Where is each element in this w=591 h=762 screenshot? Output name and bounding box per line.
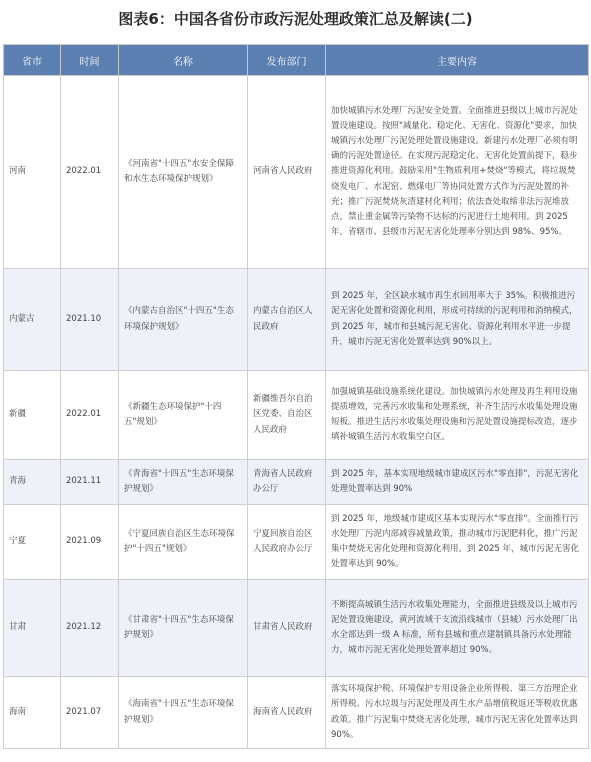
table-row bbox=[4, 460, 589, 505]
cell-content: 落实环境保护税、环境保护专用设备企业所得税、第三方治理企业所得税、污水垃圾与污泥处理及再生水产品增值税返还等税收优惠政策。推广污泥集中焚烧无害化处理，城市污泥无害化处置率达到 90%。 bbox=[326, 677, 589, 749]
table-header-row bbox=[4, 45, 589, 76]
column-header-content: 主要内容 bbox=[326, 45, 589, 76]
cell-policy-name: 《宁夏回族自治区生态环境保护"十四五"规划》 bbox=[119, 505, 248, 580]
cell-province: 内蒙古 bbox=[4, 269, 61, 371]
cell-dept: 宁夏回族自治区人民政府办公厅 bbox=[248, 505, 326, 580]
table-row bbox=[4, 580, 589, 677]
cell-time: 2022.01 bbox=[61, 76, 119, 269]
cell-content: 加快城镇污水处理厂污泥安全处置。全面推进县级以上城市污泥处置设施建设。按照"减量化、稳定化、无害化、资源化"要求，加快城镇污水处理厂污泥处理处置设施建设。新建污水处理厂必须有明确的污泥处置途径。在实现污泥稳定化、无害化处置前提下，稳步推进资源化利用。鼓励采用"生物质利用+焚烧"等模式，将垃圾焚烧发电厂、水泥窑、燃煤电厂等协同处置方式作为污泥处置的补充；推广污泥焚烧灰渣建材化利用；依法查处取缔非法污泥堆放点，禁止重金属等污染物不达标的污泥进行土地利用。到 2025 年，省辖市、县级市污泥无害化处理率分别达到 98%、95%。 bbox=[326, 76, 589, 269]
cell-dept: 甘肃省人民政府 bbox=[248, 580, 326, 677]
cell-time: 2021.12 bbox=[61, 580, 119, 677]
cell-policy-name: 《河南省"十四五"水安全保障和水生态环境保护规划》 bbox=[119, 76, 248, 269]
column-header-dept: 发布部门 bbox=[248, 45, 326, 76]
table-row bbox=[4, 269, 589, 371]
cell-policy-name: 《新疆生态环境保护"十四五"规划》 bbox=[119, 371, 248, 460]
cell-province: 河南 bbox=[4, 76, 61, 269]
cell-content: 不断提高城镇生活污水收集处理能力，全面推进县级及以上城市污泥处置设施建设，黄河流域干支流沿线城市（县城）污水处理厂出水全部达到一级 A 标准，所有县城和重点建制镇具备污水处理能力，城市污泥无害化处理处置率超过 90%。 bbox=[326, 580, 589, 677]
table-row bbox=[4, 76, 589, 269]
cell-province: 新疆 bbox=[4, 371, 61, 460]
policy-table bbox=[3, 44, 589, 749]
cell-time: 2021.09 bbox=[61, 505, 119, 580]
cell-time: 2022.01 bbox=[61, 371, 119, 460]
cell-policy-name: 《海南省"十四五"生态环境保护规划》 bbox=[119, 677, 248, 749]
table-row bbox=[4, 505, 589, 580]
cell-time: 2021.11 bbox=[61, 460, 119, 505]
cell-policy-name: 《青海省"十四五"生态环境保护规划》 bbox=[119, 460, 248, 505]
table-row bbox=[4, 371, 589, 460]
cell-content: 到 2025 年，基本实现地级城市建成区污水"零直排"，污泥无害化处理处置率达到 90% bbox=[326, 460, 589, 505]
page-title: 图表6：中国各省份市政污泥处理政策汇总及解读(二) bbox=[118, 10, 473, 28]
cell-content: 到 2025 年，地级城市建成区基本实现污水"零直排"。全面推行污水处理厂污泥内部减容减量政策，推动城市污泥肥料化，推广污泥集中焚烧无害化处理和资源化利用。到 2025 年，城市污泥无害化处置率达到 90%。 bbox=[326, 505, 589, 580]
table-row bbox=[4, 677, 589, 749]
cell-dept: 新疆维吾尔自治区党委、自治区人民政府 bbox=[248, 371, 326, 460]
cell-dept: 青海省人民政府办公厅 bbox=[248, 460, 326, 505]
column-header-name: 名称 bbox=[119, 45, 248, 76]
cell-content: 到 2025 年，全区缺水城市再生水回用率大于 35%。积极推进污泥无害化处置和资源化利用，形成可持续的污泥利用和消纳模式，到 2025 年，城市和县城污泥无害化、资源化利用水平进一步提升，城市污泥无害化处置率达到 90%以上。 bbox=[326, 269, 589, 371]
cell-policy-name: 《内蒙古自治区"十四五"生态环境保护规划》 bbox=[119, 269, 248, 371]
cell-province: 甘肃 bbox=[4, 580, 61, 677]
cell-province: 海南 bbox=[4, 677, 61, 749]
column-header-time: 时间 bbox=[61, 45, 119, 76]
cell-time: 2021.10 bbox=[61, 269, 119, 371]
cell-dept: 内蒙古自治区人民政府 bbox=[248, 269, 326, 371]
cell-dept: 河南省人民政府 bbox=[248, 76, 326, 269]
cell-province: 青海 bbox=[4, 460, 61, 505]
cell-province: 宁夏 bbox=[4, 505, 61, 580]
cell-policy-name: 《甘肃省"十四五"生态环境保护规划》 bbox=[119, 580, 248, 677]
cell-content: 加强城镇基础设施系统化建设。加快城镇污水处理及再生利用设施提质增效，完善污水收集和处理系统，补齐生活污水收集处理设施短板。推进生活污水收集处理设施和污泥处置设施提标改造，逐步填补城镇生活污水收集空白区。 bbox=[326, 371, 589, 460]
cell-time: 2021.07 bbox=[61, 677, 119, 749]
column-header-province: 省市 bbox=[4, 45, 61, 76]
cell-dept: 海南省人民政府 bbox=[248, 677, 326, 749]
